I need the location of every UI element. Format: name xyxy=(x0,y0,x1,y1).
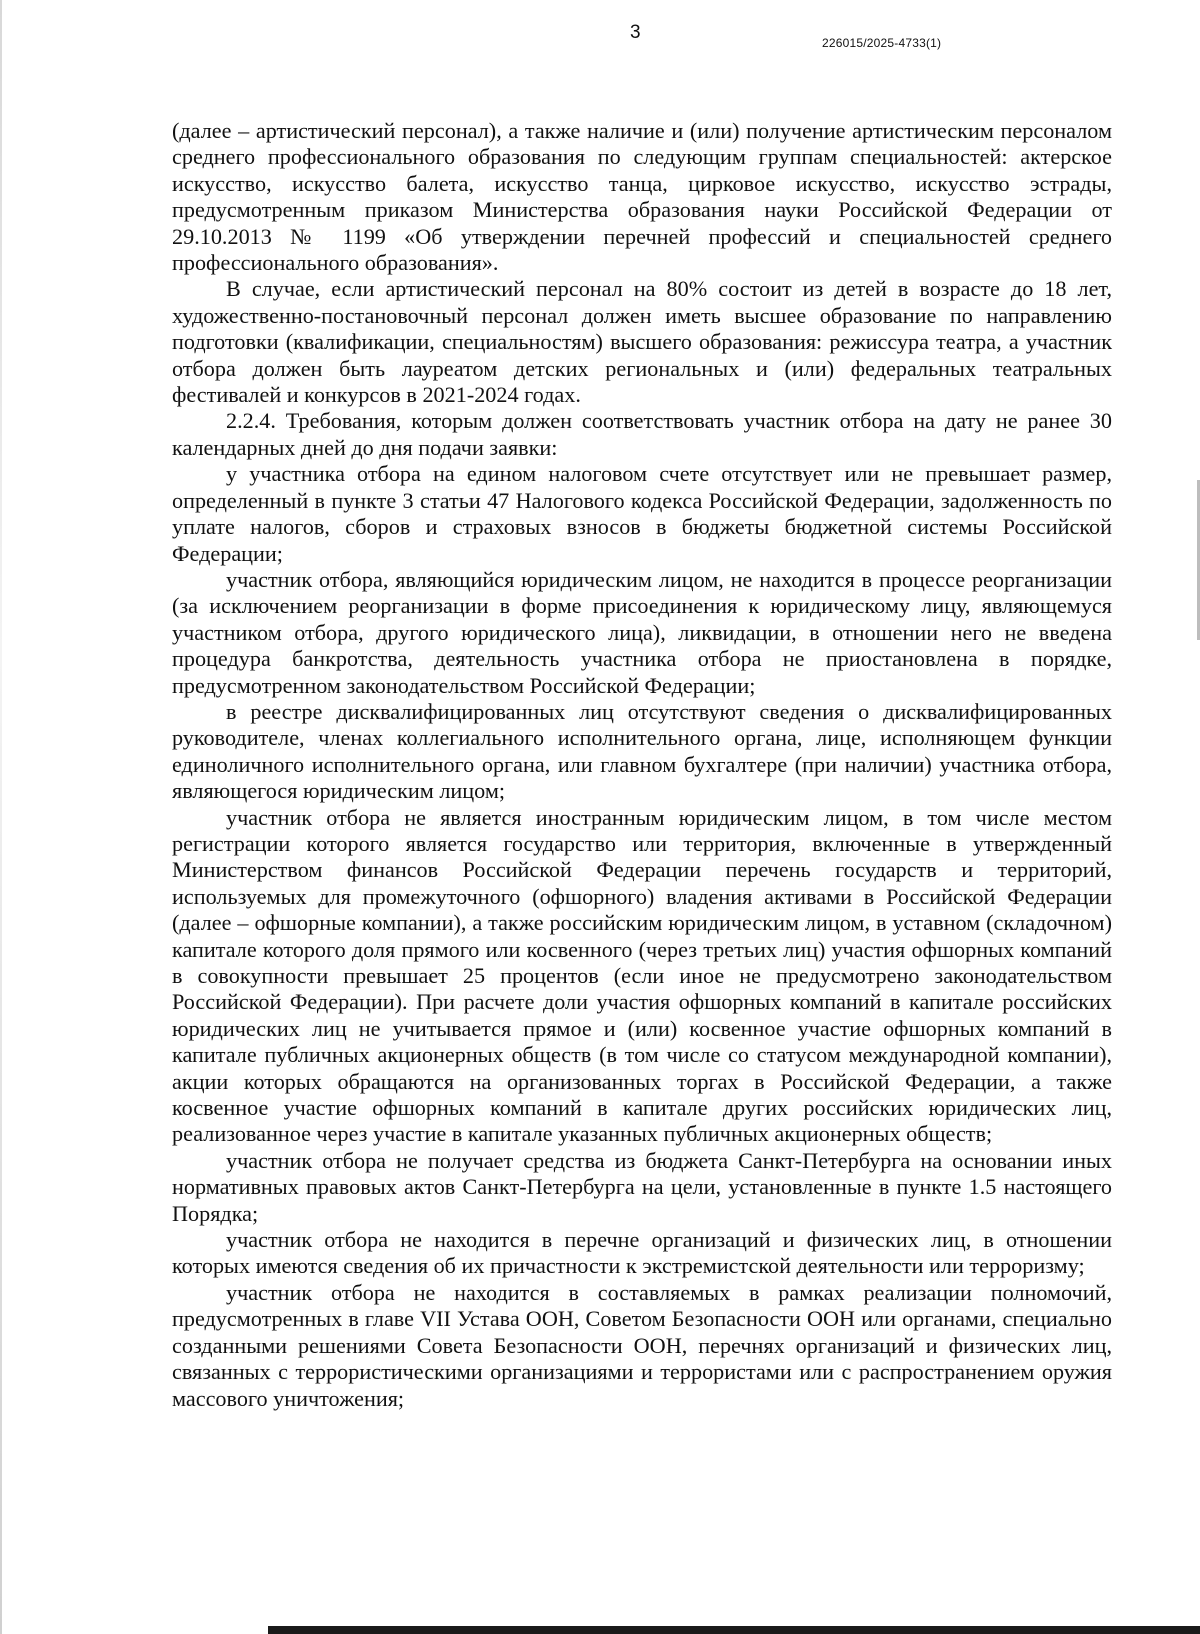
scan-bottom-bar xyxy=(268,1626,1200,1634)
paragraph: (далее – артистический персонал), а также наличие и (или) получение артистическим персоналом среднего профессионального образования по следующим группам специальностей: актерское искусство, искусство балета, искусство танца, цирковое искусство, искусство эстрады, предусмотренным приказом Министерства образования науки Российской Федерации от 29.10.2013 № 1199 «Об утверждении перечней профессий и специальностей среднего профессионального образования». xyxy=(172,118,1112,276)
paragraph: у участника отбора на едином налоговом счете отсутствует или не превышает размер, определенный в пункте 3 статьи 47 Налогового кодекса Российской Федерации, задолженность по уплате налогов, сборов и страховых взносов в бюджеты бюджетной системы Российской Федерации; xyxy=(172,461,1112,566)
paragraph: участник отбора не получает средства из бюджета Санкт-Петербурга на основании иных нормативных правовых актов Санкт-Петербурга на цели, установленные в пункте 1.5 настоящего Порядка; xyxy=(172,1147,1112,1226)
paragraph: участник отбора не находится в перечне организаций и физических лиц, в отношении которых имеются сведения об их причастности к экстремистской деятельности или терроризму; xyxy=(172,1227,1112,1279)
document-body xyxy=(172,118,1112,1412)
document-id: 226015/2025-4733(1) xyxy=(822,36,942,50)
paragraph: участник отбора не является иностранным юридическим лицом, в том числе местом регистрации которого является государство или территория, включенные в утвержденный Министерством финансов Российской Федерации перечень государств и территорий, используемых для промежуточного (офшорного) владения активами в Российской Федерации (далее – офшорные компании), а также российским юридическим лицом, в уставном (складочном) капитале которого доля прямого или косвенного (через третьих лиц) участия офшорных компаний в совокупности превышает 25 процентов (если иное не предусмотрено законодательством Российской Федерации). При расчете доли участия офшорных компаний в капитале российских юридических лиц не учитывается прямое и (или) косвенное участие офшорных компаний в капитале публичных акционерных обществ (в том числе со статусом международной компании), акции которых обращаются на организованных торгах в Российской Федерации, а также косвенное участие офшорных компаний в капитале других российских юридических лиц, реализованное через участие в капитале указанных публичных акционерных обществ; xyxy=(172,804,1112,1147)
page-number: 3 xyxy=(630,22,641,43)
paragraph: участник отбора не находится в составляемых в рамках реализации полномочий, предусмотренных в главе VII Устава ООН, Советом Безопасности ООН или органами, специально созданными решениями Совета Безопасности ООН, перечнях организаций и физических лиц, связанных с террористическими организациями и террористами или с распространением оружия массового уничтожения; xyxy=(172,1279,1112,1411)
paragraph: 2.2.4. Требования, которым должен соответствовать участник отбора на дату не ранее 30 календарных дней до дня подачи заявки: xyxy=(172,408,1112,460)
paragraph: участник отбора, являющийся юридическим лицом, не находится в процессе реорганизации (за исключением реорганизации в форме присоединения к юридическому лицу, являющемуся участником отбора, другого юридического лица), ликвидации, в отношении него не введена процедура банкротства, деятельность участника отбора не приостановлена в порядке, предусмотренном законодательством Российской Федерации; xyxy=(172,566,1112,698)
paragraph: в реестре дисквалифицированных лиц отсутствуют сведения о дисквалифицированных руководителе, членах коллегиального исполнительного органа, лице, исполняющем функции единоличного исполнительного органа, или главном бухгалтере (при наличии) участника отбора, являющегося юридическим лицом; xyxy=(172,698,1112,804)
paragraph: В случае, если артистический персонал на 80% состоит из детей в возрасте до 18 лет, художественно-постановочный персонал должен иметь высшее образование по направлению подготовки (квалификации, специальностям) высшего образования: режиссура театра, а участник отбора должен быть лауреатом детских региональных и (или) федеральных театральных фестивалей и конкурсов в 2021-2024 годах. xyxy=(172,276,1112,408)
scan-edge-left xyxy=(0,0,2,1634)
